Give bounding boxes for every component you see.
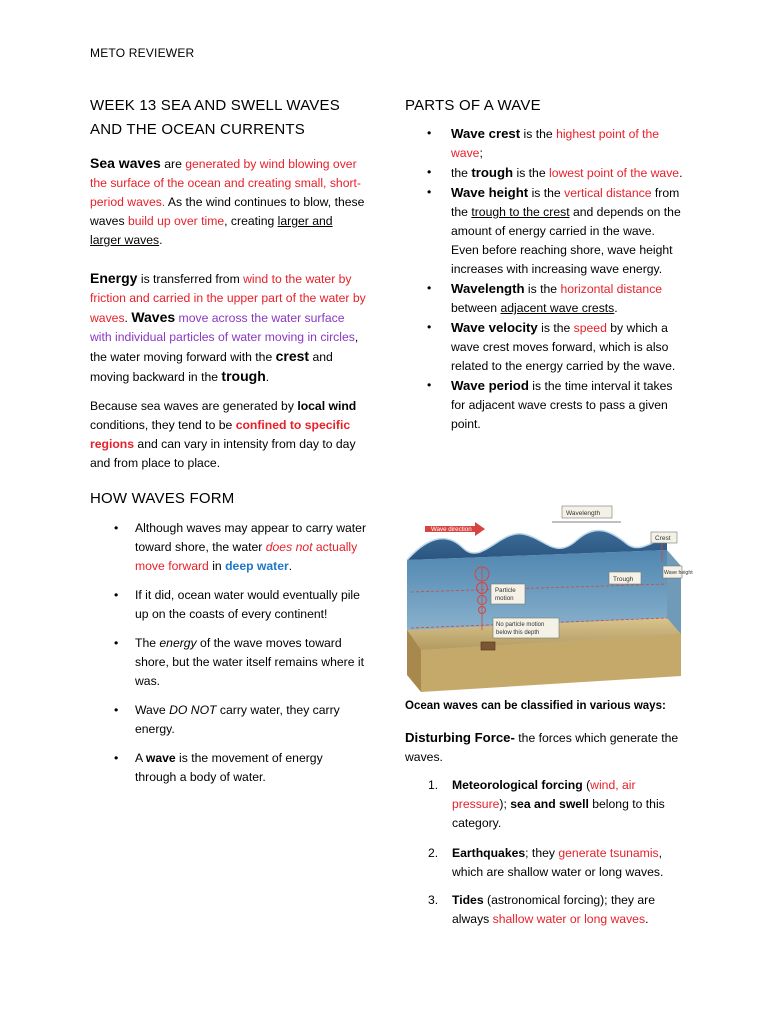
- no-motion-label-2: below this depth: [496, 630, 540, 636]
- list-item: • If it did, ocean water would eventually pile up on the coasts of every continent!: [114, 588, 360, 621]
- how-waves-form-heading: HOW WAVES FORM: [90, 490, 235, 507]
- list-item: • A wave is the movement of energy through a body of water.: [114, 751, 323, 784]
- list-item: • Wavelength is the horizontal distance between adjacent wave crests.: [427, 281, 663, 315]
- particle-label-1: Particle: [495, 587, 516, 594]
- wave-direction-label: Wave direction: [431, 526, 472, 533]
- list-item: 1. Meteorological forcing (wind, air pressure); sea and swell belong to this category.: [428, 778, 665, 830]
- list-item: • Wave period is the time interval it takes for adjacent wave crests to pass a given point.: [427, 378, 673, 431]
- list-item: • Although waves may appear to carry water toward shore, the water does not actually move forward in deep water.: [114, 521, 366, 573]
- list-item: • Wave DO NOT carry water, they carry energy.: [114, 703, 340, 736]
- wave-diagram: [405, 500, 693, 692]
- list-item: • The energy of the wave moves toward shore, but the water itself remains where it was.: [114, 636, 364, 688]
- parts-list: [427, 124, 683, 434]
- list-item: • Wave crest is the highest point of the wave;: [427, 126, 660, 160]
- crest-label: Crest: [655, 535, 671, 542]
- list-item: 2. Earthquakes; they generate tsunamis, which are shallow water or long waves.: [428, 846, 664, 879]
- local-wind-paragraph: Because sea waves are generated by local wind conditions, they tend to be confined to specific regions and can vary in intensity from day to day and from place to place.: [90, 399, 357, 470]
- list-item: • the trough is the lowest point of the wave.: [427, 165, 683, 180]
- classification-caption: Ocean waves can be classified in various ways:: [405, 700, 666, 712]
- list-item: • Wave velocity is the speed by which a wave crest moves forward, which is also related to the energy carried by the wave.: [427, 320, 676, 373]
- energy-paragraph: Energy is transferred from wind to the water by friction and carried in the upper part of the water by waves. Waves move across the water surface with individual particles of water moving in circles, the water moving forward with the crest and moving backward in the trough.: [90, 270, 366, 384]
- right-column: [405, 94, 683, 434]
- particle-label-2: motion: [495, 595, 514, 602]
- chest-icon: [481, 642, 495, 650]
- parts-of-wave-heading: PARTS OF A WAVE: [405, 97, 541, 114]
- left-column: [90, 94, 366, 787]
- wave-height-label: Wave height: [664, 570, 693, 576]
- list-item: • Wave height is the vertical distance from the trough to the crest and depends on the amount of energy carried in the wave. Even before reaching shore, wave height increases with increasing wave energy.: [427, 185, 681, 276]
- wavelength-label: Wavelength: [566, 510, 601, 517]
- main-title: WEEK 13 SEA AND SWELL WAVES AND THE OCEAN CURRENTS: [90, 97, 340, 138]
- how-waves-list: [114, 519, 366, 787]
- no-motion-label-1: No particle motion: [496, 622, 545, 628]
- trough-label: Trough: [613, 576, 634, 583]
- disturbing-force: Disturbing Force- the forces which generate the waves.: [405, 730, 679, 764]
- page-header: METO REVIEWER: [90, 46, 195, 60]
- list-item: 3. Tides (astronomical forcing); they are always shallow water or long waves.: [428, 893, 655, 926]
- sea-waves-paragraph: Sea waves are generated by wind blowing over the surface of the ocean and creating small, short-period waves. As the wind continues to blow, these waves build up over time, creating larger and larger waves.: [90, 155, 365, 247]
